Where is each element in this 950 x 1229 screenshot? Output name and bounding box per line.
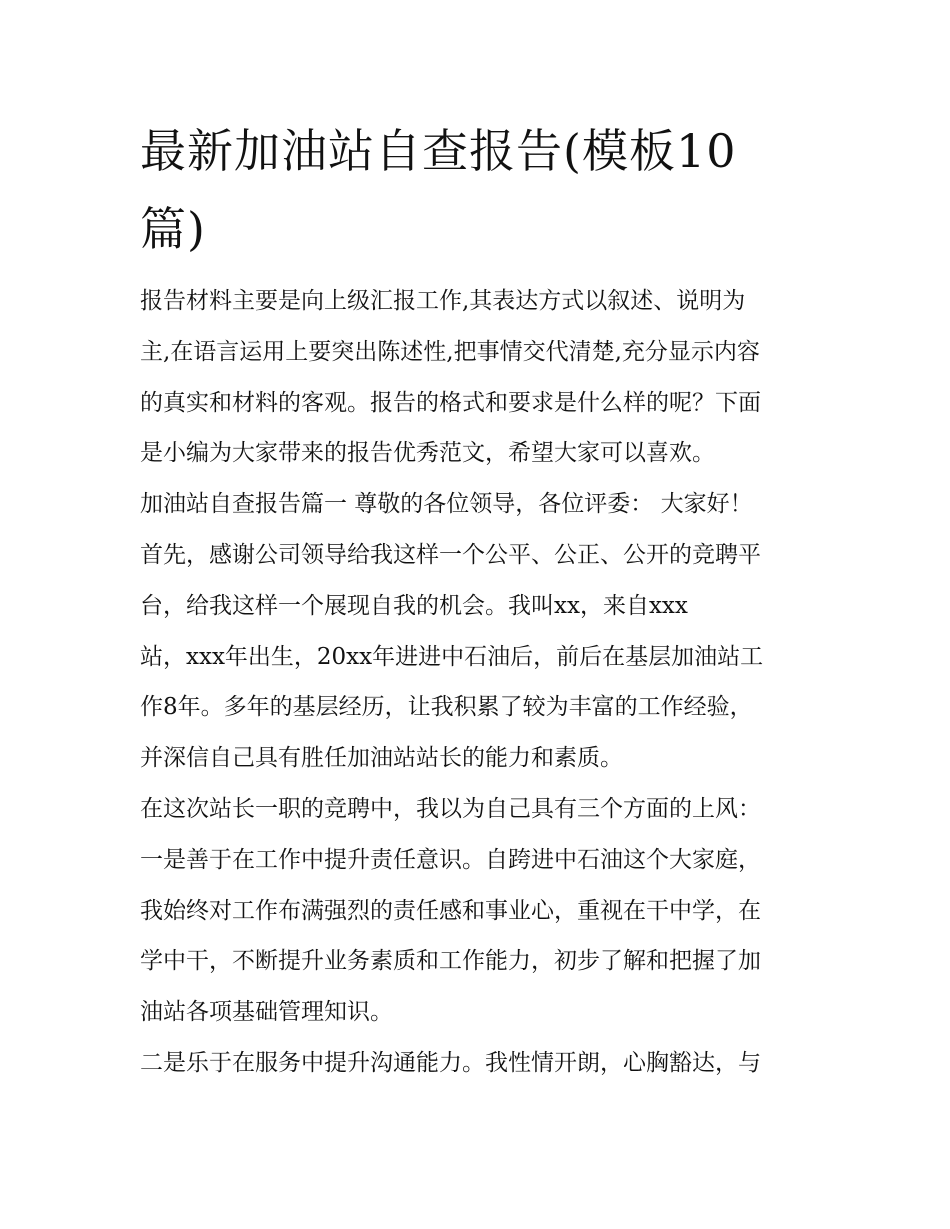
body-line: 学中干，不断提升业务素质和工作能力，初步了解和把握了加 [140, 948, 761, 975]
body-line: 的真实和材料的客观。报告的格式和要求是什么样的呢？下面 [140, 389, 761, 416]
body-line: 二是乐于在服务中提升沟通能力。我性情开朗，心胸豁达，与 [140, 1049, 761, 1076]
body-line: 主,在语言运用上要突出陈述性,把事情交代清楚,充分显示内容 [140, 338, 760, 365]
body-line: 首先，感谢公司领导给我这样一个公平、公正、公开的竞聘平 [140, 541, 761, 568]
body-line: 一是善于在工作中提升责任意识。自跨进中石油这个大家庭， [140, 846, 761, 873]
body-line: 台，给我这样一个展现自我的机会。我叫xx，来自xxx [140, 592, 688, 619]
body-line: 作8年。多年的基层经历，让我积累了较为丰富的工作经验， [140, 694, 753, 721]
body-line: 我始终对工作布满强烈的责任感和事业心，重视在干中学，在 [140, 897, 761, 924]
body-line: 并深信自己具有胜任加油站站长的能力和素质。 [140, 745, 623, 772]
title-line-2: 篇) [140, 202, 206, 256]
body-line: 报告材料主要是向上级汇报工作,其表达方式以叙述、说明为 [140, 288, 746, 314]
body-line: 加油站自查报告篇一 尊敬的各位领导，各位评委： 大家好！ [140, 491, 753, 518]
document-body [140, 276, 820, 1089]
body-line: 是小编为大家带来的报告优秀范文，希望大家可以喜欢。 [140, 440, 715, 467]
body-line: 站，xxx年出生，20xx年进进中石油后，前后在基层加油站工 [140, 643, 764, 670]
body-line: 在这次站长一职的竞聘中，我以为自己具有三个方面的上风： [140, 795, 761, 822]
body-line: 油站各项基础管理知识。 [140, 999, 393, 1026]
title-line-1: 最新加油站自查报告(模板10 [140, 124, 737, 178]
document-title [140, 112, 820, 268]
